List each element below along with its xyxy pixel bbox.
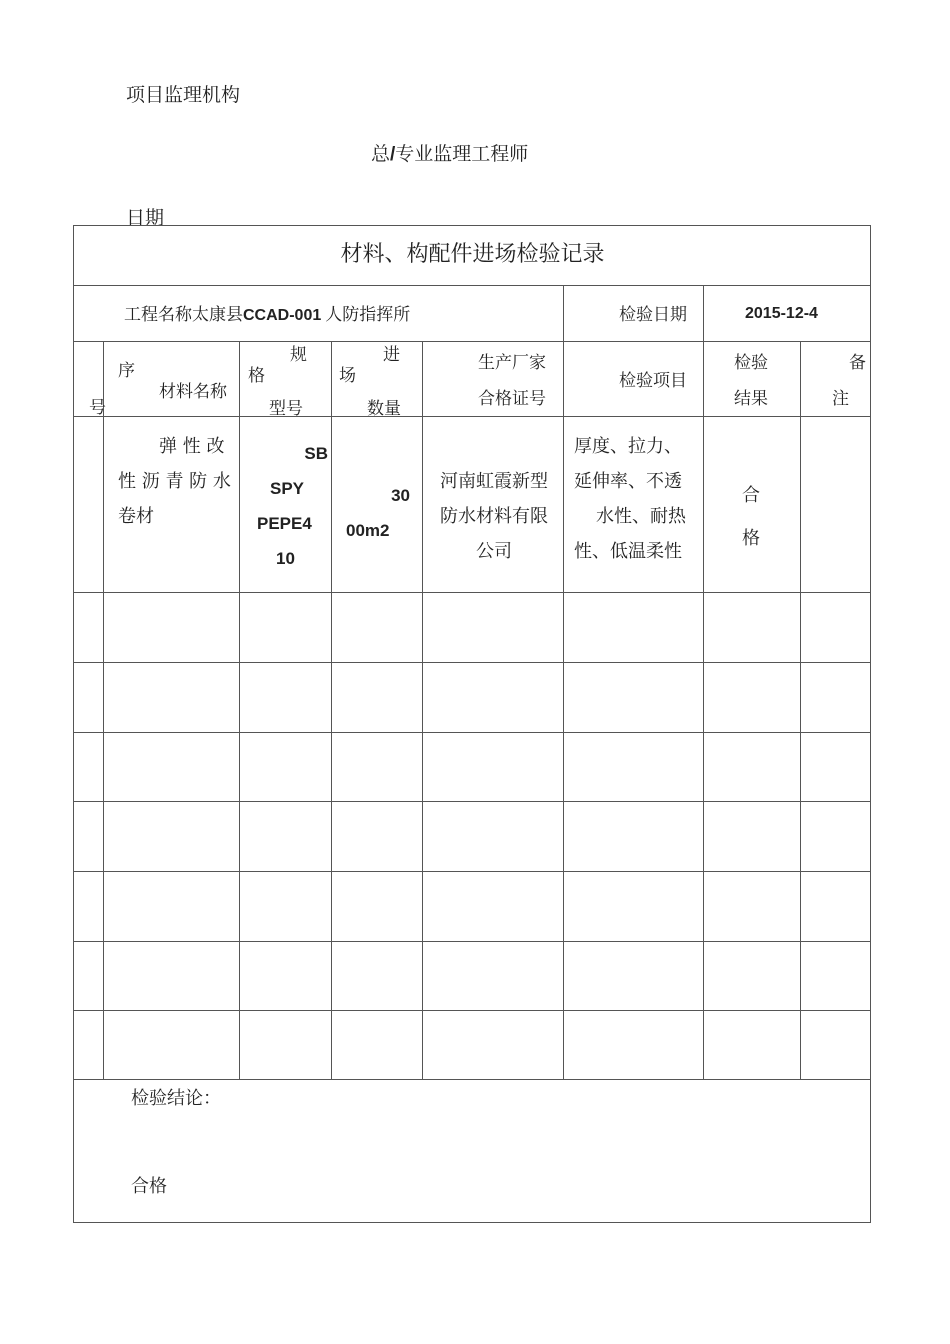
col-spec-top: 规 — [290, 345, 307, 365]
maker-line: 防水材料有限 — [440, 506, 548, 527]
result-line: 格 — [742, 528, 760, 549]
material-line: 弹 性 改 — [159, 436, 225, 457]
project-code: CCAD-001 — [243, 307, 322, 324]
col-maker-bottom: 合格证号 — [478, 389, 546, 409]
col-seq-bottom: 号 — [89, 398, 106, 418]
col-material-name: 材料名称 — [159, 382, 227, 402]
engineer-slash: / — [390, 144, 396, 165]
engineer-suffix: 专业监理工程师 — [395, 143, 529, 165]
divider — [422, 341, 423, 1079]
result-cell — [742, 474, 760, 560]
project-name — [124, 305, 410, 326]
item-line: 厚度、拉力、 — [574, 436, 682, 457]
qty-line: 00m2 — [346, 521, 390, 540]
divider — [74, 801, 871, 802]
form-title: 材料、构配件进场检验记录 — [340, 242, 605, 267]
divider — [331, 341, 332, 1079]
spec-line: PEPE4 — [257, 514, 312, 533]
divider — [74, 341, 871, 342]
qty-line: 30 — [391, 486, 410, 505]
project-label: 工程名称太康县 — [124, 305, 243, 325]
item-cell — [574, 429, 698, 569]
date-label: 日期 — [126, 207, 165, 229]
conclusion-value: 合格 — [131, 1176, 167, 1197]
inspection-record-table — [73, 225, 871, 1223]
col-item: 检验项目 — [619, 371, 687, 391]
item-line: 延伸率、不透 — [574, 471, 682, 492]
divider — [563, 341, 564, 1079]
col-qty-bottom: 数量 — [367, 399, 401, 419]
col-qty-mid: 场 — [339, 366, 356, 386]
col-remark-bottom: 注 — [832, 389, 849, 409]
conclusion-label: 检验结论： — [131, 1088, 221, 1109]
divider — [103, 341, 104, 1079]
col-spec-mid: 格 — [248, 366, 265, 386]
divider — [74, 871, 871, 872]
inspect-date-value: 2015-12-4 — [745, 305, 818, 322]
col-seq-top: 序 — [118, 361, 135, 381]
divider — [74, 592, 871, 593]
divider — [74, 662, 871, 663]
material-name-cell — [118, 429, 231, 534]
engineer-prefix: 总 — [371, 143, 391, 165]
spec-line: SB — [304, 444, 328, 463]
qty-cell — [346, 478, 410, 548]
spec-line: 10 — [276, 549, 295, 568]
divider — [563, 285, 564, 341]
inspect-date-label: 检验日期 — [619, 305, 687, 325]
col-result-bottom: 结果 — [734, 389, 768, 409]
maker-cell — [433, 464, 555, 569]
project-suffix: 人防指挥所 — [325, 305, 411, 325]
divider — [703, 285, 704, 341]
divider — [74, 941, 871, 942]
divider — [74, 1079, 871, 1080]
col-maker-top: 生产厂家 — [478, 353, 546, 373]
material-line: 卷材 — [118, 506, 154, 527]
divider — [74, 732, 871, 733]
col-result-top: 检验 — [734, 353, 768, 373]
divider — [239, 341, 240, 1079]
divider — [74, 1010, 871, 1011]
spec-cell — [257, 436, 328, 576]
divider — [703, 341, 704, 1079]
col-spec-bottom: 型号 — [269, 399, 303, 419]
item-line: 水性、耐热 — [596, 506, 686, 527]
divider — [74, 285, 871, 286]
spec-line: SPY — [270, 479, 305, 498]
col-qty-top: 进 — [383, 345, 400, 365]
maker-line: 河南虹霞新型 — [440, 471, 548, 492]
divider — [800, 341, 801, 1079]
item-line: 性、低温柔性 — [574, 541, 682, 562]
col-remark-top: 备 — [849, 353, 866, 373]
supervision-org-label: 项目监理机构 — [126, 84, 241, 106]
material-line: 性 沥 青 防 水 — [118, 471, 231, 492]
maker-line: 公司 — [476, 541, 512, 562]
engineer-label — [371, 139, 528, 166]
divider — [74, 416, 871, 417]
result-line: 合 — [742, 485, 760, 506]
